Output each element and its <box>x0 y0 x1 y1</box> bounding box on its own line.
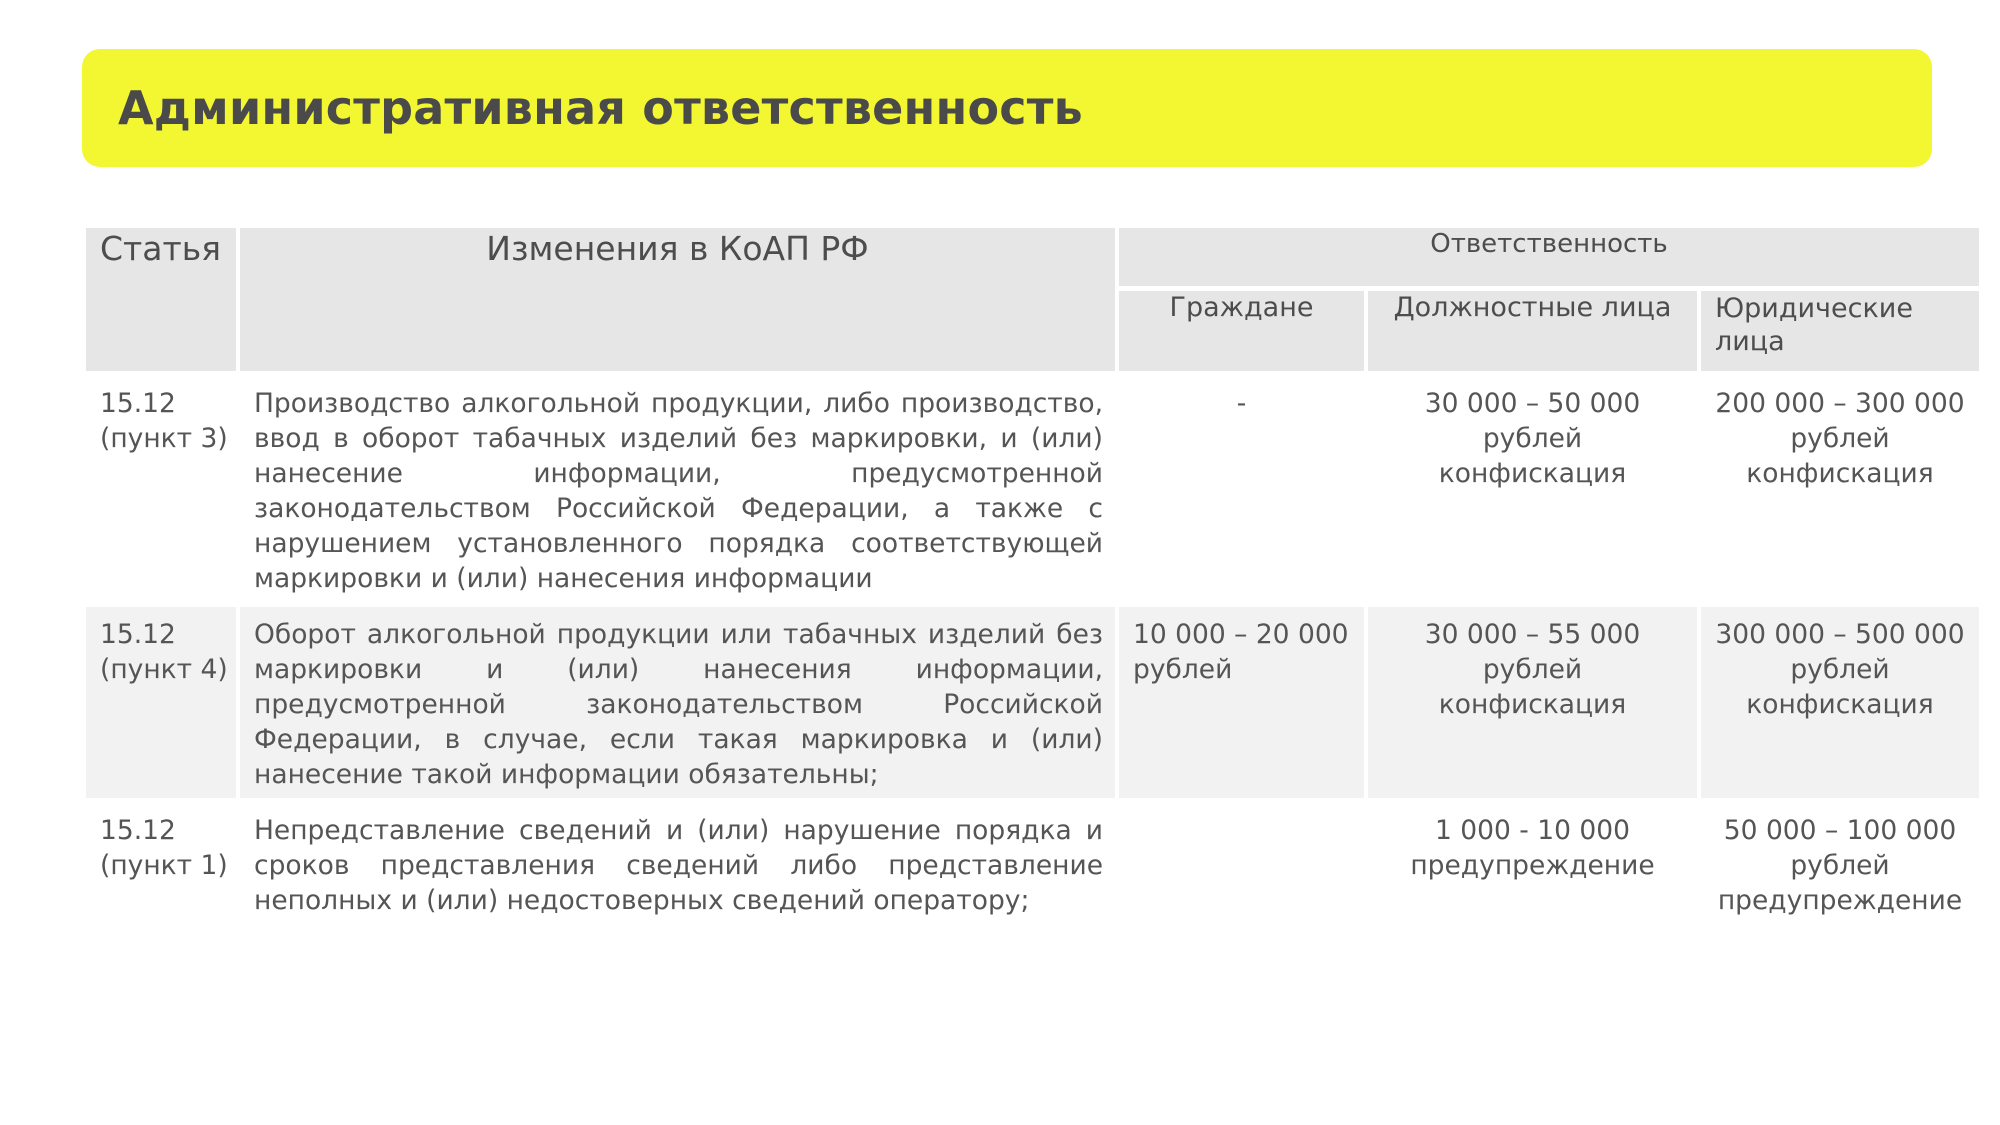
responsibility-table <box>82 223 1983 929</box>
legal-cell <box>1701 803 1979 924</box>
table-row <box>86 803 1979 924</box>
title-banner <box>82 49 1932 167</box>
article-point: (пункт 1) <box>100 850 228 881</box>
officials-fine: 30 000 – 55 000 <box>1424 619 1641 650</box>
legal-unit: рублей <box>1790 423 1890 454</box>
citizens-value: 10 000 – 20 000 рублей <box>1133 619 1349 685</box>
legal-cell <box>1701 607 1979 798</box>
article-cell <box>86 607 236 798</box>
description-cell: Производство алкогольной продукции, либо производство, ввод в оборот табачных изделий без маркировки, и (или) нанесение информации, предусмотренной законодательством Российской Федерации, а также с нарушением установленного порядка соответствующей маркировки и (или) нанесения информации <box>254 388 1103 594</box>
header-responsibility: Ответственность <box>1119 228 1979 286</box>
article-cell <box>86 376 236 602</box>
table-row <box>86 607 1979 798</box>
header-legal-line1: Юридические <box>1715 293 1913 324</box>
officials-extra: конфискация <box>1438 689 1627 720</box>
description-cell: Непредставление сведений и (или) нарушение порядка и сроков представления сведений либо представление неполных и (или) недостоверных сведений оператору; <box>254 815 1103 916</box>
article-cell <box>86 803 236 924</box>
legal-extra: предупреждение <box>1717 885 1963 916</box>
header-article: Статья <box>86 228 236 371</box>
legal-fine: 200 000 – 300 000 <box>1715 388 1965 419</box>
citizens-value: - <box>1236 388 1247 419</box>
officials-cell <box>1368 803 1697 924</box>
article-point: (пункт 3) <box>100 423 228 454</box>
legal-cell <box>1701 376 1979 602</box>
officials-cell <box>1368 607 1697 798</box>
officials-unit: рублей <box>1482 423 1583 454</box>
officials-fine: 1 000 - 10 000 <box>1435 815 1630 846</box>
article-number: 15.12 <box>100 815 176 846</box>
article-point: (пункт 4) <box>100 654 228 685</box>
header-legal-entities <box>1701 291 1979 371</box>
officials-fine: 30 000 – 50 000 <box>1424 388 1641 419</box>
table-row <box>86 376 1979 602</box>
legal-unit: рублей <box>1790 850 1890 881</box>
header-citizens: Граждане <box>1119 291 1364 371</box>
legal-unit: рублей <box>1790 654 1890 685</box>
description-cell: Оборот алкогольной продукции или табачных изделий без маркировки и (или) нанесения информации, предусмотренной законодательством Российской Федерации, в случае, если такая маркировка и (или) нанесение такой информации обязательны; <box>240 607 1115 798</box>
legal-fine: 50 000 – 100 000 <box>1723 815 1957 846</box>
article-number: 15.12 <box>100 388 176 419</box>
citizens-cell <box>1119 376 1364 602</box>
citizens-cell <box>1119 803 1364 924</box>
officials-extra: предупреждение <box>1410 850 1655 881</box>
legal-fine: 300 000 – 500 000 <box>1715 619 1965 650</box>
officials-cell <box>1368 376 1697 602</box>
header-officials: Должностные лица <box>1368 291 1697 371</box>
citizens-cell <box>1119 607 1364 798</box>
header-legal-line2: лица <box>1715 326 1785 357</box>
article-number: 15.12 <box>100 619 176 650</box>
officials-unit: рублей <box>1482 654 1583 685</box>
legal-extra: конфискация <box>1746 458 1934 489</box>
header-changes: Изменения в КоАП РФ <box>240 228 1115 371</box>
legal-extra: конфискация <box>1746 689 1934 720</box>
officials-extra: конфискация <box>1438 458 1627 489</box>
page-title: Административная ответственность <box>118 81 1083 135</box>
